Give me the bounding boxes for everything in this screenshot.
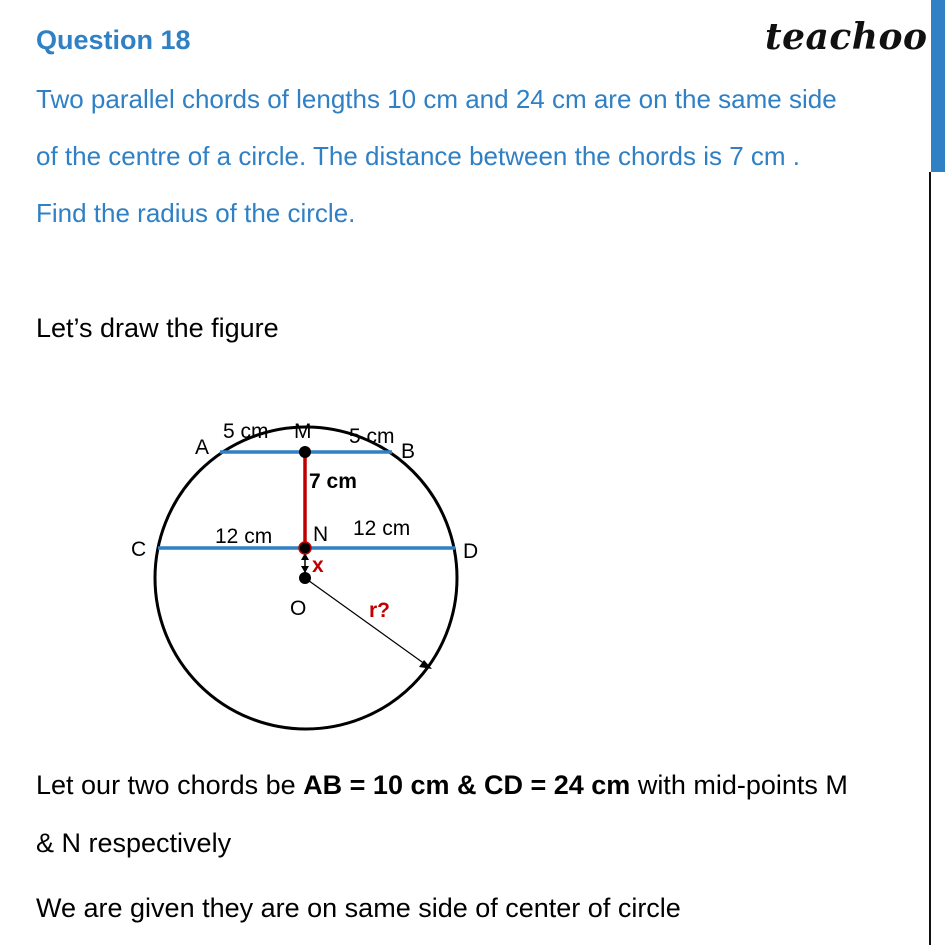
solution-line-2: & N respectively	[36, 828, 232, 858]
point-m	[299, 446, 311, 458]
label-cn-length: 12 cm	[215, 525, 273, 548]
label-mn-length: 7 cm	[309, 470, 357, 493]
solution-line-3: We are given they are on same side of center of circle	[36, 893, 681, 923]
label-o: O	[290, 597, 307, 620]
label-am-length: 5 cm	[223, 420, 269, 443]
question-title: Question 18	[36, 25, 191, 55]
label-d: D	[463, 540, 479, 563]
radius-line	[305, 578, 429, 667]
label-x: x	[312, 554, 324, 577]
question-line-2: of the centre of a circle. The distance between the chords is 7 cm .	[36, 141, 801, 171]
intro-text: Let’s draw the figure	[36, 313, 279, 343]
label-mb-length: 5 cm	[349, 425, 395, 448]
point-o	[299, 572, 311, 584]
label-c: C	[131, 538, 147, 561]
label-b: B	[401, 440, 416, 463]
scrollbar-thumb[interactable]	[931, 0, 945, 172]
solution-line-1-pre: Let our two chords be	[36, 770, 304, 800]
label-nd-length: 12 cm	[353, 517, 411, 540]
label-n: N	[313, 523, 329, 546]
teachoo-logo: teachoo	[765, 16, 928, 58]
solution-line-1-post: with mid-points M	[630, 770, 848, 800]
label-m: M	[294, 420, 312, 443]
scrollbar-divider	[929, 172, 931, 945]
solution-line-1	[36, 770, 848, 801]
arrowhead-down-icon	[301, 566, 309, 573]
question-line-3: Find the radius of the circle.	[36, 198, 356, 228]
label-radius: r?	[369, 599, 390, 622]
solution-line-1-bold: AB = 10 cm & CD = 24 cm	[303, 770, 631, 800]
question-line-1: Two parallel chords of lengths 10 cm and 24 cm are on the same side	[36, 84, 837, 114]
point-n	[299, 542, 311, 554]
label-a: A	[195, 436, 210, 459]
